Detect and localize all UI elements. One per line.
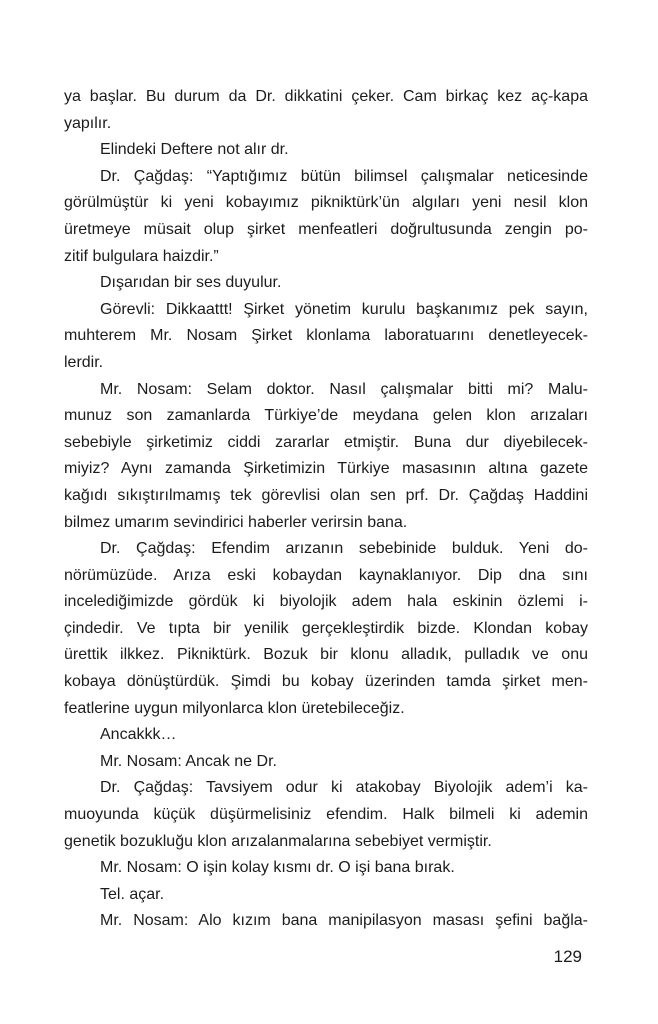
text-line: muoyunda küçük düşürmelisiniz efendim. Halk bilmeli ki ademin xyxy=(64,806,588,824)
text-line: nörümüzüde. Arıza eski kobaydan kaynaklanıyor. Dip dna sını xyxy=(64,566,588,584)
text-line: Dışarıdan bir ses duyulur. xyxy=(100,274,282,292)
text-line: Mr. Nosam: Selam doktor. Nasıl çalışmalar bitti mi? Malu- xyxy=(100,380,588,398)
text-line: Ancakkk… xyxy=(100,726,177,744)
text-line: Mr. Nosam: O işin kolay kısmı dr. O işi bana bırak. xyxy=(100,859,455,877)
text-line: Tel. açar. xyxy=(100,885,165,903)
text-line: incelediğimizde gördük ki biyolojik adem hala eskinin özlemi i- xyxy=(64,593,588,611)
text-line: featlerine uygun milyonlarca klon üretebileceğiz. xyxy=(64,699,405,717)
text-line: Elindeki Deftere not alır dr. xyxy=(100,141,289,159)
text-line: genetik bozukluğu klon arızalanmalarına sebebiyet vermiştir. xyxy=(64,832,492,850)
text-line: sebebiyle şirketimiz ciddi zararlar etmiştir. Buna dur diyebilecek- xyxy=(64,433,588,451)
text-line: Mr. Nosam: Ancak ne Dr. xyxy=(100,752,277,770)
text-line: kobaya dönüştürdük. Şimdi bu kobay üzerinden tamda şirket men- xyxy=(64,673,588,691)
text-line: miyiz? Aynı zamanda Şirketimizin Türkiye masasının altına gazete xyxy=(64,460,588,478)
text-line: üretmeye müsait olup şirket menfeatleri doğrultusunda zengin po- xyxy=(64,220,588,238)
text-line: Mr. Nosam: Alo kızım bana manipilasyon masası şefini bağla- xyxy=(100,912,588,930)
text-line: yapılır. xyxy=(64,114,112,132)
text-line: bilmez umarım sevindirici haberler verirsin bana. xyxy=(64,513,408,531)
text-line: ürettik ilkkez. Pikniktürk. Bozuk bir klonu alladık, pulladık ve onu xyxy=(64,646,588,664)
page-text xyxy=(64,84,588,935)
text-line: ya başlar. Bu durum da Dr. dikkatini çeker. Cam birkaç kez aç-kapa xyxy=(64,88,588,105)
text-line: görülmüştür ki yeni kobayımız pikniktürk’ün algıları yeni nesil klon xyxy=(64,194,588,212)
text-line: zitif bulgulara haizdir.” xyxy=(64,247,219,265)
text-line: kağıdı sıkıştırılmamış tek görevlisi olan sen prf. Dr. Çağdaş Haddini xyxy=(64,486,588,504)
text-line: Dr. Çağdaş: Efendim arızanın sebebinide bulduk. Yeni do- xyxy=(100,540,588,558)
text-line: munuz son zamanlarda Türkiye’de meydana gelen klon arızaları xyxy=(64,407,588,425)
text-line: Dr. Çağdaş: Tavsiyem odur ki atakobay Biyolojik adem’i ka- xyxy=(100,779,588,797)
text-line: Dr. Çağdaş: “Yaptığımız bütün bilimsel çalışmalar neticesinde xyxy=(100,167,588,185)
text-line: lerdir. xyxy=(64,353,104,371)
text-line: çindedir. Ve tıpta bir yenilik gerçekleştirdik bizde. Klondan kobay xyxy=(64,619,588,637)
page-number: 129 xyxy=(553,947,582,966)
text-line: Görevli: Dikkaattt! Şirket yönetim kurulu başkanımız pek sayın, xyxy=(100,300,588,318)
text-line: muhterem Mr. Nosam Şirket klonlama laboratuarını denetleyecek- xyxy=(64,327,588,345)
